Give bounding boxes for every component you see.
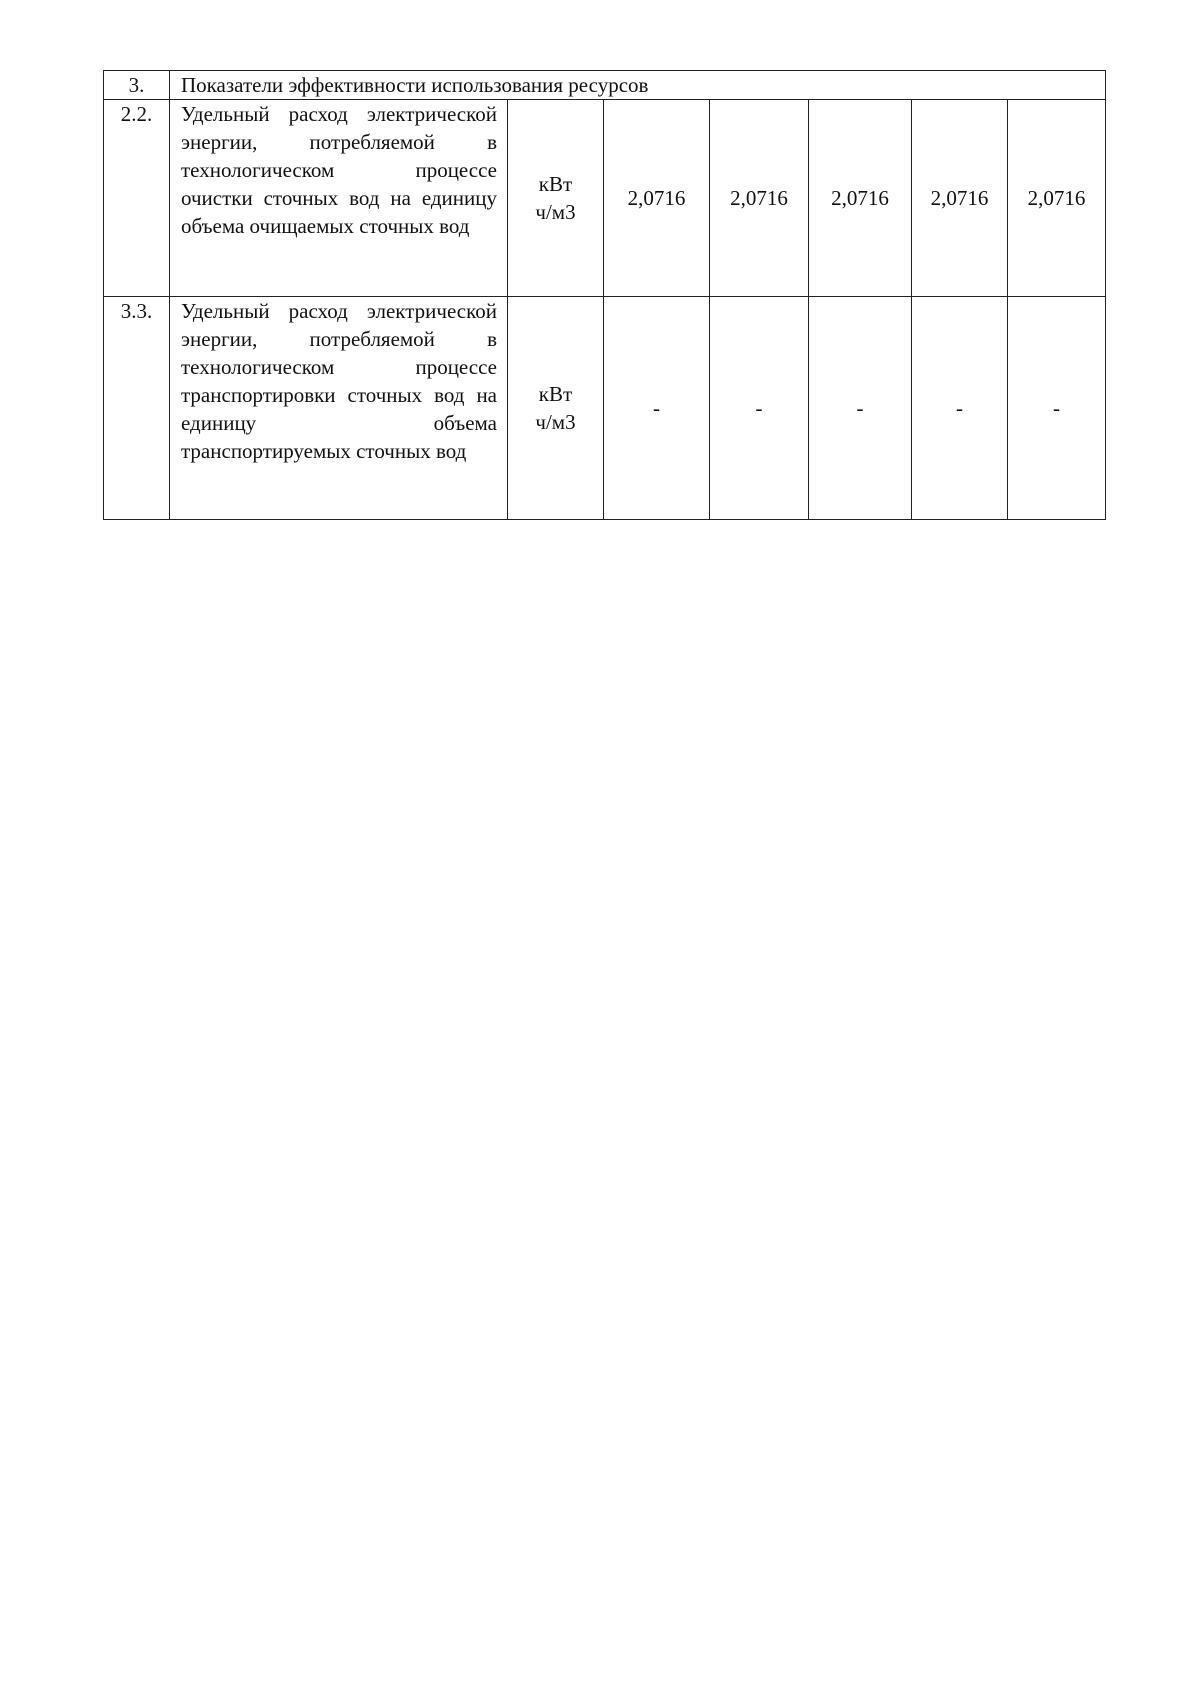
row-number: 2.2. [104,100,170,297]
row-unit [508,297,604,520]
value-cell: - [604,297,710,520]
table-row [104,100,1106,297]
section-number: 3. [104,71,170,100]
unit-line-1: кВт [538,382,573,406]
indicators-table [103,70,1106,520]
value-cell: - [809,297,912,520]
unit-line-1: кВт [538,172,573,196]
section-title: Показатели эффективности использования ресурсов [170,71,1106,100]
value-cell: - [912,297,1008,520]
value-cell: 2,0716 [710,100,809,297]
row-description: Удельный расход электрической энергии, потребляемой в технологическом процессе очистки сточных вод на единицу объема очищаемых сточных вод [170,100,508,297]
table-row [104,297,1106,520]
row-number: 3.3. [104,297,170,520]
value-cell: 2,0716 [1008,100,1106,297]
section-header-row [104,71,1106,100]
unit-line-2: ч/м3 [535,200,576,224]
value-cell: 2,0716 [604,100,710,297]
row-description: Удельный расход электрической энергии, потребляемой в технологическом процессе транспортировки сточных вод на единицу объема транспортируемых сточных вод [170,297,508,520]
value-cell: 2,0716 [912,100,1008,297]
value-cell: - [1008,297,1106,520]
value-cell: - [710,297,809,520]
value-cell: 2,0716 [809,100,912,297]
row-unit [508,100,604,297]
unit-line-2: ч/м3 [535,410,576,434]
